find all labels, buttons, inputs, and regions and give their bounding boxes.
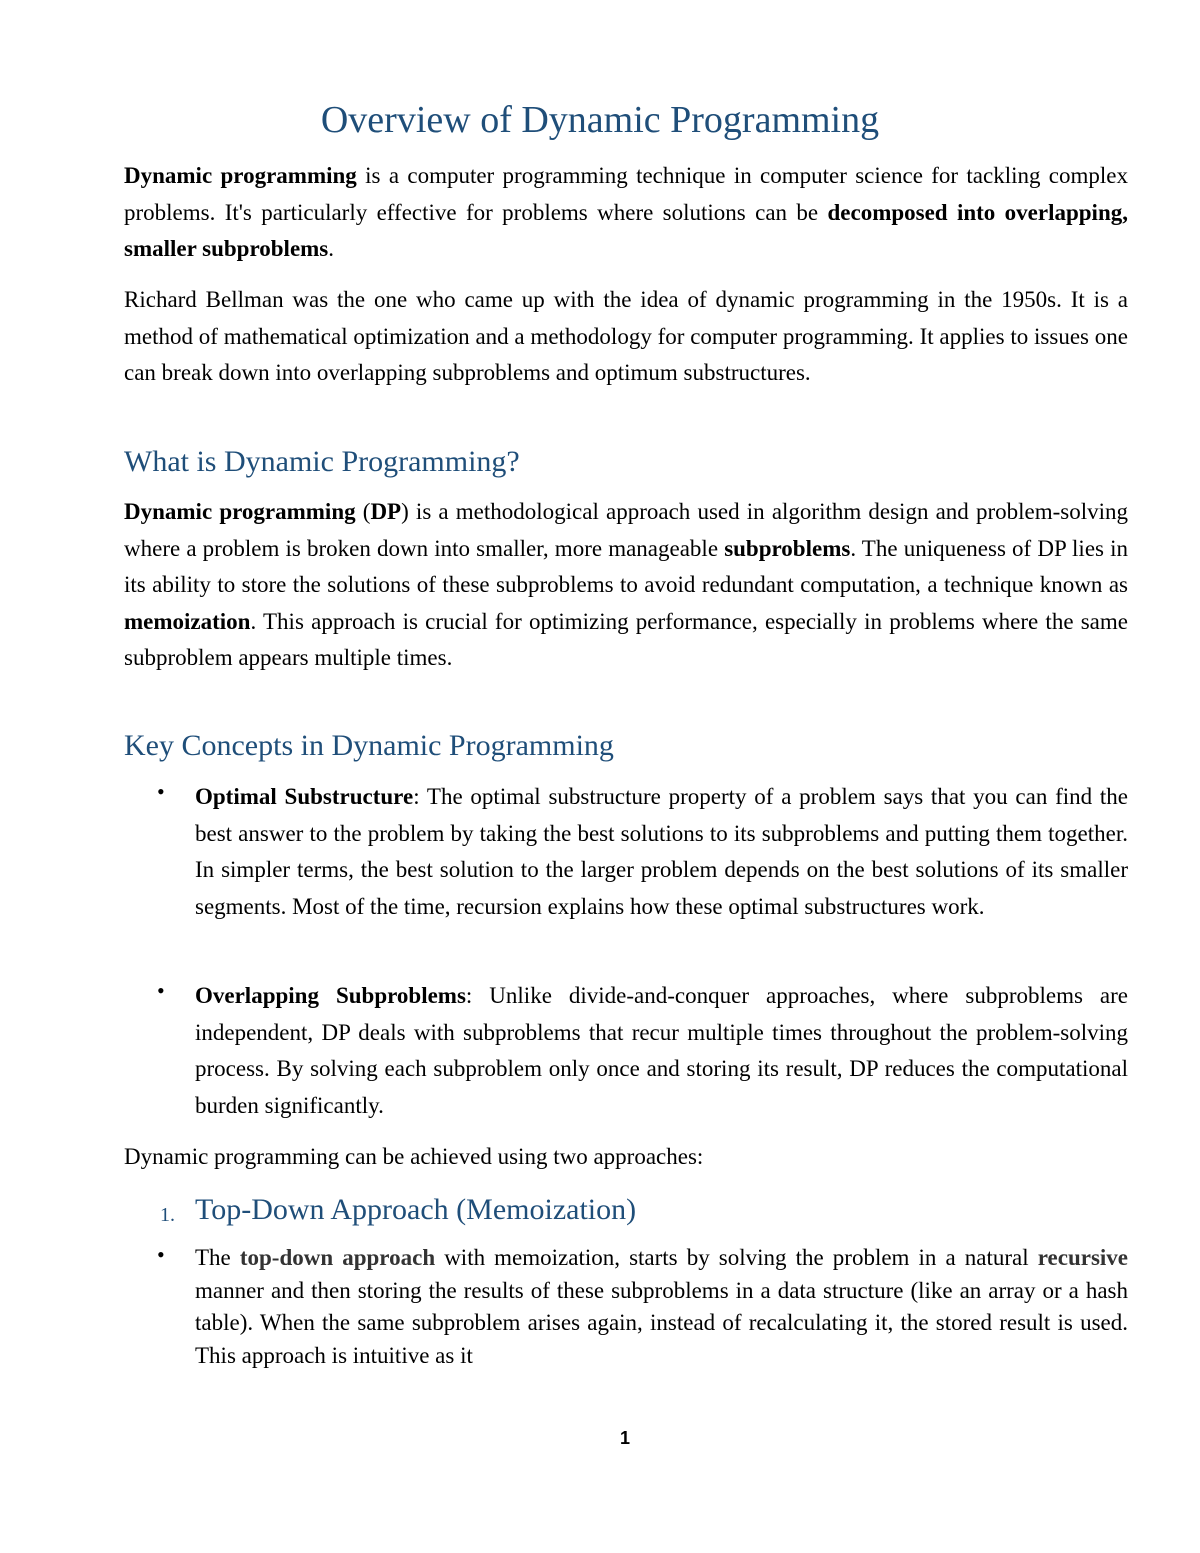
bellman-paragraph: Richard Bellman was the one who came up with the idea of dynamic programming in the 1950s. It is a method of mathematical optimization and a methodology for computer programming. It applies to issues one can break down into overlapping subproblems and optimum substructures.	[124, 287, 1128, 386]
bold-term: Dynamic programming	[124, 499, 356, 524]
text: is a computer programming technique in computer science for tackling complex problems. It's particularly effective for problems where solutions can be	[124, 163, 1129, 225]
bold-term: top-down approach	[239, 1245, 436, 1270]
bold-term: decomposed into overlapping, smaller subproblems	[124, 199, 1128, 262]
text: . The uniqueness of DP lies in its ability to store the solutions of these subproblems to avoid redundant computation, a technique known as	[124, 535, 1129, 598]
text: : Unlike divide-and-conquer approaches, where subproblems are independent, DP deals with subproblems that recur multiple times throughout the problem-solving process. By solving each subproblem only once and storing its result, DP reduces the computational burden significantly.	[195, 983, 1128, 1118]
bold-term: subproblems	[724, 535, 851, 561]
document-title: Overview of Dynamic Programming	[320, 99, 880, 141]
text: with memoization, starts by solving the problem in a natural	[435, 1245, 1038, 1270]
page-number: 1	[619, 1428, 630, 1448]
bold-term: Overlapping Subproblems	[195, 983, 466, 1008]
text: : The optimal substructure property of a problem says that you can find the best answer to the problem by taking the best solutions to its subproblems and putting them together. In simpler terms, the best solution to the larger problem depends on the best solutions of its smaller segments. Most of the time, recursion explains how these optimal substructures work.	[195, 784, 1128, 919]
text: . This approach is crucial for optimizing performance, especially in problems where the same subproblem appears multiple times.	[124, 608, 1128, 671]
intro-paragraph	[124, 158, 1128, 268]
bold-term: DP	[370, 499, 402, 524]
bold-term: memoization	[124, 608, 251, 634]
definition-paragraph	[124, 494, 1128, 677]
bullet-icon: •	[157, 1242, 165, 1267]
bold-term: Dynamic programming	[124, 163, 357, 188]
bullet-optimal-substructure	[195, 779, 1128, 925]
bold-term: recursive	[1037, 1245, 1128, 1270]
bullet-top-down	[195, 1242, 1128, 1372]
heading-what-is-dp: What is Dynamic Programming?	[124, 445, 520, 478]
text: manner and then storing the results of these subproblems in a data structure (like an array or a hash table). When the same subproblem arises again, instead of recalculating it, the stored result is used. This approach is intuitive as it	[195, 1277, 1128, 1368]
heading-top-down: Top-Down Approach (Memoization)	[195, 1193, 637, 1226]
text: The	[195, 1245, 240, 1270]
text: (	[355, 499, 371, 524]
bullet-overlapping-subproblems	[195, 978, 1128, 1124]
heading-key-concepts: Key Concepts in Dynamic Programming	[124, 729, 614, 762]
bullet-icon: •	[157, 978, 165, 1003]
approaches-paragraph: Dynamic programming can be achieved using two approaches:	[124, 1144, 704, 1169]
list-number: 1.	[160, 1204, 175, 1226]
bullet-icon: •	[157, 779, 165, 804]
bold-term: Optimal Substructure	[195, 784, 414, 809]
text: ) is a methodological approach used in algorithm design and problem-solving where a problem is broken down into smaller, more manageable	[124, 499, 1129, 561]
text: .	[328, 236, 335, 262]
